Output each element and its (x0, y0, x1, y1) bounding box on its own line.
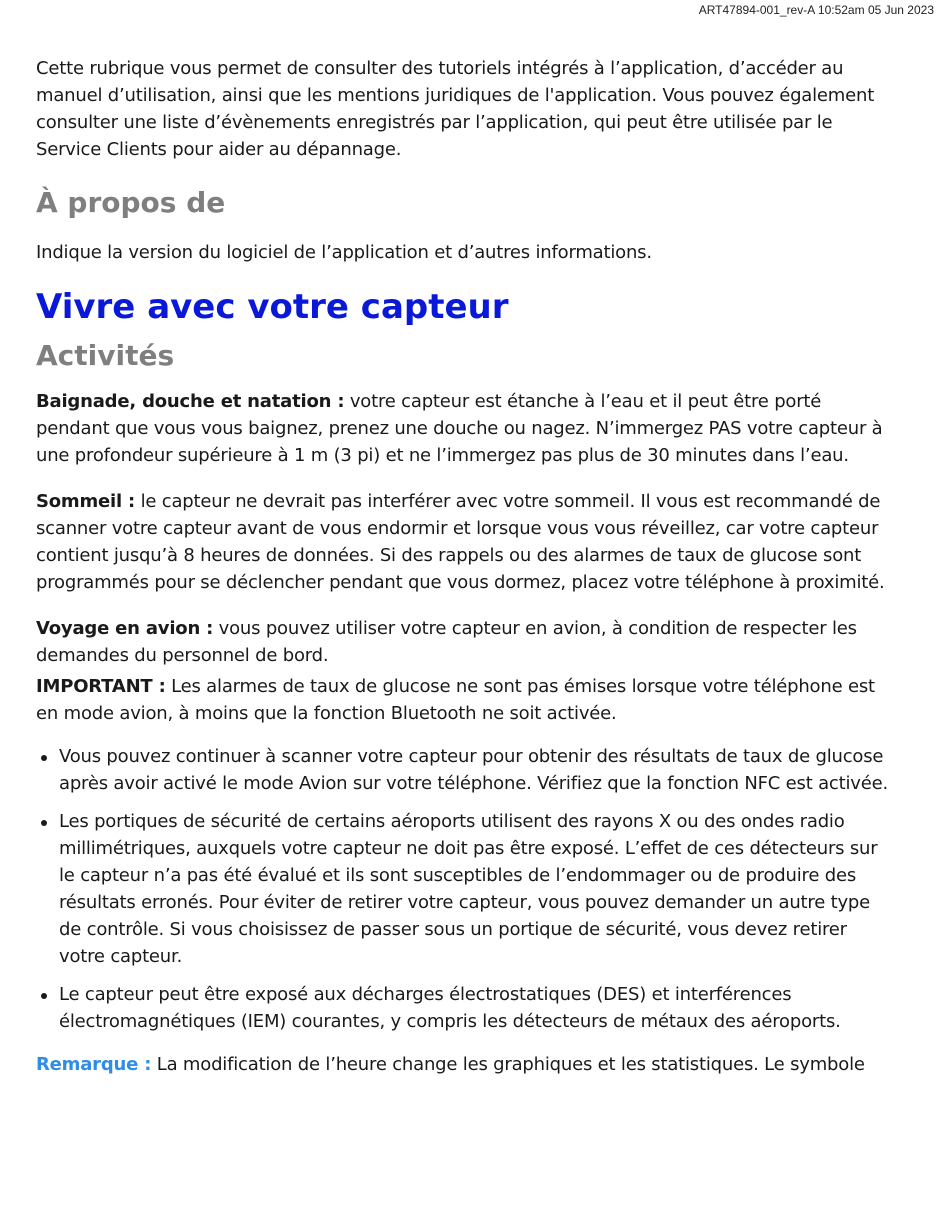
important-text: Les alarmes de taux de glucose ne sont pas émises lorsque votre téléphone est en mode avion, à moins que la fonction Bluetooth ne soit activée. (36, 676, 875, 724)
bullet-item-security-gates: Les portiques de sécurité de certains aéroports utilisent des rayons X ou des ondes radio millimétriques, auxquels votre capteur ne doit pas être exposé. L’effet de ces détecteurs sur le capteur n’a pas été évalué et ils sont susceptibles de l’endommager ou de produire des résultats erronés. Pour éviter de retirer votre capteur, vous pouvez demander un autre type de contrôle. Si vous choisissez de passer sous un portique de sécurité, vous devez retirer votre capteur. (59, 808, 896, 970)
activities-heading: Activités (36, 339, 175, 372)
living-with-sensor-heading: Vivre avec votre capteur (36, 287, 509, 327)
plane-label: Voyage en avion : (36, 618, 214, 639)
swim-label: Baignade, douche et natation : (36, 391, 345, 412)
sleep-text: le capteur ne devrait pas interférer avec votre sommeil. Il vous est recommandé de scanner votre capteur avant de vous endormir et lorsque vous vous réveillez, car votre capteur contient jusqu’à 8 heures de données. Si des rappels ou des alarmes de taux de glucose sont programmés pour se déclencher pendant que vous dormez, placez votre téléphone à proximité. (36, 491, 885, 593)
sleep-label: Sommeil : (36, 491, 136, 512)
swim-paragraph (36, 388, 896, 469)
document-reference: ART47894-001_rev-A 10:52am 05 Jun 2023 (698, 3, 934, 17)
sleep-paragraph (36, 488, 896, 596)
intro-paragraph: Cette rubrique vous permet de consulter des tutoriels intégrés à l’application, d’accéder au manuel d’utilisation, ainsi que les mentions juridiques de l'application. Vous pouvez également consulter une liste d’évènements enregistrés par l’application, qui peut être utilisée par le Service Clients pour aider au dépannage. (36, 58, 875, 160)
bullet-item-electrostatic: Le capteur peut être exposé aux décharges électrostatiques (DES) et interférences électromagnétiques (IEM) courantes, y compris les détecteurs de métaux des aéroports. (59, 981, 896, 1035)
plane-paragraph (36, 615, 896, 669)
note-label: Remarque : (36, 1054, 152, 1075)
about-paragraph: Indique la version du logiciel de l’application et d’autres informations. (36, 242, 652, 263)
about-heading: À propos de (36, 186, 226, 219)
airplane-bullet-list (36, 743, 896, 1035)
page-content (36, 55, 896, 1078)
important-paragraph (36, 673, 896, 727)
plane-text: vous pouvez utiliser votre capteur en avion, à condition de respecter les demandes du personnel de bord. (36, 618, 857, 666)
note-text: La modification de l’heure change les graphiques et les statistiques. Le symbole (151, 1054, 865, 1075)
bullet-item-nfc: Vous pouvez continuer à scanner votre capteur pour obtenir des résultats de taux de glucose après avoir activé le mode Avion sur votre téléphone. Vérifiez que la fonction NFC est activée. (59, 743, 896, 797)
important-label: IMPORTANT : (36, 676, 166, 697)
swim-text: votre capteur est étanche à l’eau et il peut être porté pendant que vous vous baignez, prenez une douche ou nagez. N’immergez PAS votre capteur à une profondeur supérieure à 1 m (3 pi) et ne l’immergez pas plus de 30 minutes dans l’eau. (36, 391, 883, 466)
note-paragraph (36, 1051, 896, 1078)
